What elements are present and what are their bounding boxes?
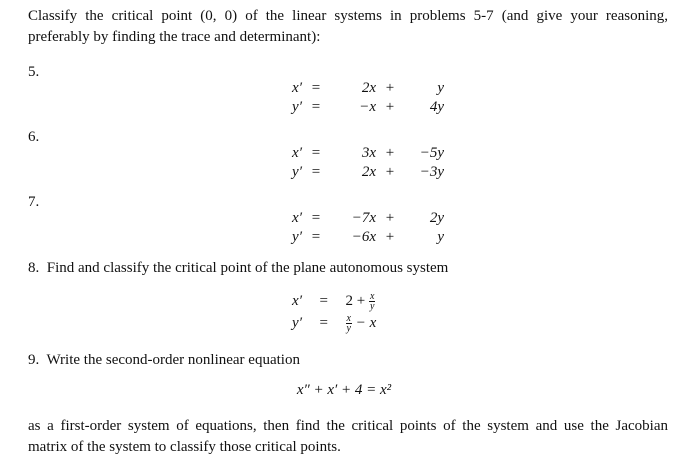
term2: y [437,229,444,245]
term1: −7x [351,210,376,226]
lhs: y′ [292,315,302,331]
lhs: x′ [292,293,302,309]
problem-8-text: Find and classify the critical point of the plane autonomous system [46,260,449,276]
term1: −6x [351,229,376,245]
problem-9-line-1: as a first-order system of equations, then find the critical points of the system and use the Jacobian [28,418,668,434]
lhs: y′ [292,229,302,245]
equals: = [311,210,321,226]
numerator: x [346,313,351,325]
problem-9-line-2: matrix of the system to classify those critical points. [28,439,341,455]
equals: = [311,229,321,245]
term1: 2x [361,164,376,180]
intro-paragraph [28,6,668,48]
equation-row [286,312,376,334]
problem-9-statement [28,352,300,369]
term1: 3x [361,145,376,161]
intro-line-1: Classify the critical point (0, 0) of the linear systems in problems 5-7 (and give your reasoning, [28,8,668,24]
term2: −3y [419,164,444,180]
problem-8-statement [28,260,448,277]
operator: + [385,99,395,115]
equals: = [311,164,321,180]
operator: + [385,229,395,245]
problem-8-system [286,290,376,334]
lhs: y′ [292,164,302,180]
fraction [369,292,375,311]
problem-9-equation: x″ + x′ + 4 = x² [296,382,392,398]
constant-term: 2 + [345,293,366,309]
numerator: x [369,291,375,303]
term2: −5y [419,145,444,161]
term2: y [437,80,444,96]
denominator: y [346,323,351,335]
problem-5-system [274,79,444,117]
lhs: y′ [292,99,302,115]
problem-7-number: 7. [28,194,40,210]
equals: = [319,315,328,331]
problem-9-paragraph [28,416,668,458]
equals: = [319,293,328,309]
denominator: y [369,301,375,313]
term2: 4y [429,99,444,115]
lhs: x′ [292,145,302,161]
term1: 2x [361,80,376,96]
equals: = [311,80,321,96]
operator: + [385,164,395,180]
problem-9-text: Write the second-order nonlinear equation [46,352,300,368]
equals: = [311,145,321,161]
operator: + [385,145,395,161]
problem-8-number: 8. [28,260,40,276]
operator: + [385,210,395,226]
term1: −x [359,99,376,115]
fraction [346,314,352,333]
problem-9-number: 9. [28,352,40,368]
lhs: x′ [292,210,302,226]
equation-row [286,290,376,312]
problem-6-number: 6. [28,129,40,145]
lhs: x′ [292,80,302,96]
intro-line-2: preferably by finding the trace and determinant): [28,29,321,45]
subtracted-term: − x [355,315,377,331]
equals: = [311,99,321,115]
problem-6-system [274,144,444,182]
problem-7-system [274,209,444,247]
term2: 2y [429,210,444,226]
problem-5-number: 5. [28,64,40,80]
operator: + [385,80,395,96]
